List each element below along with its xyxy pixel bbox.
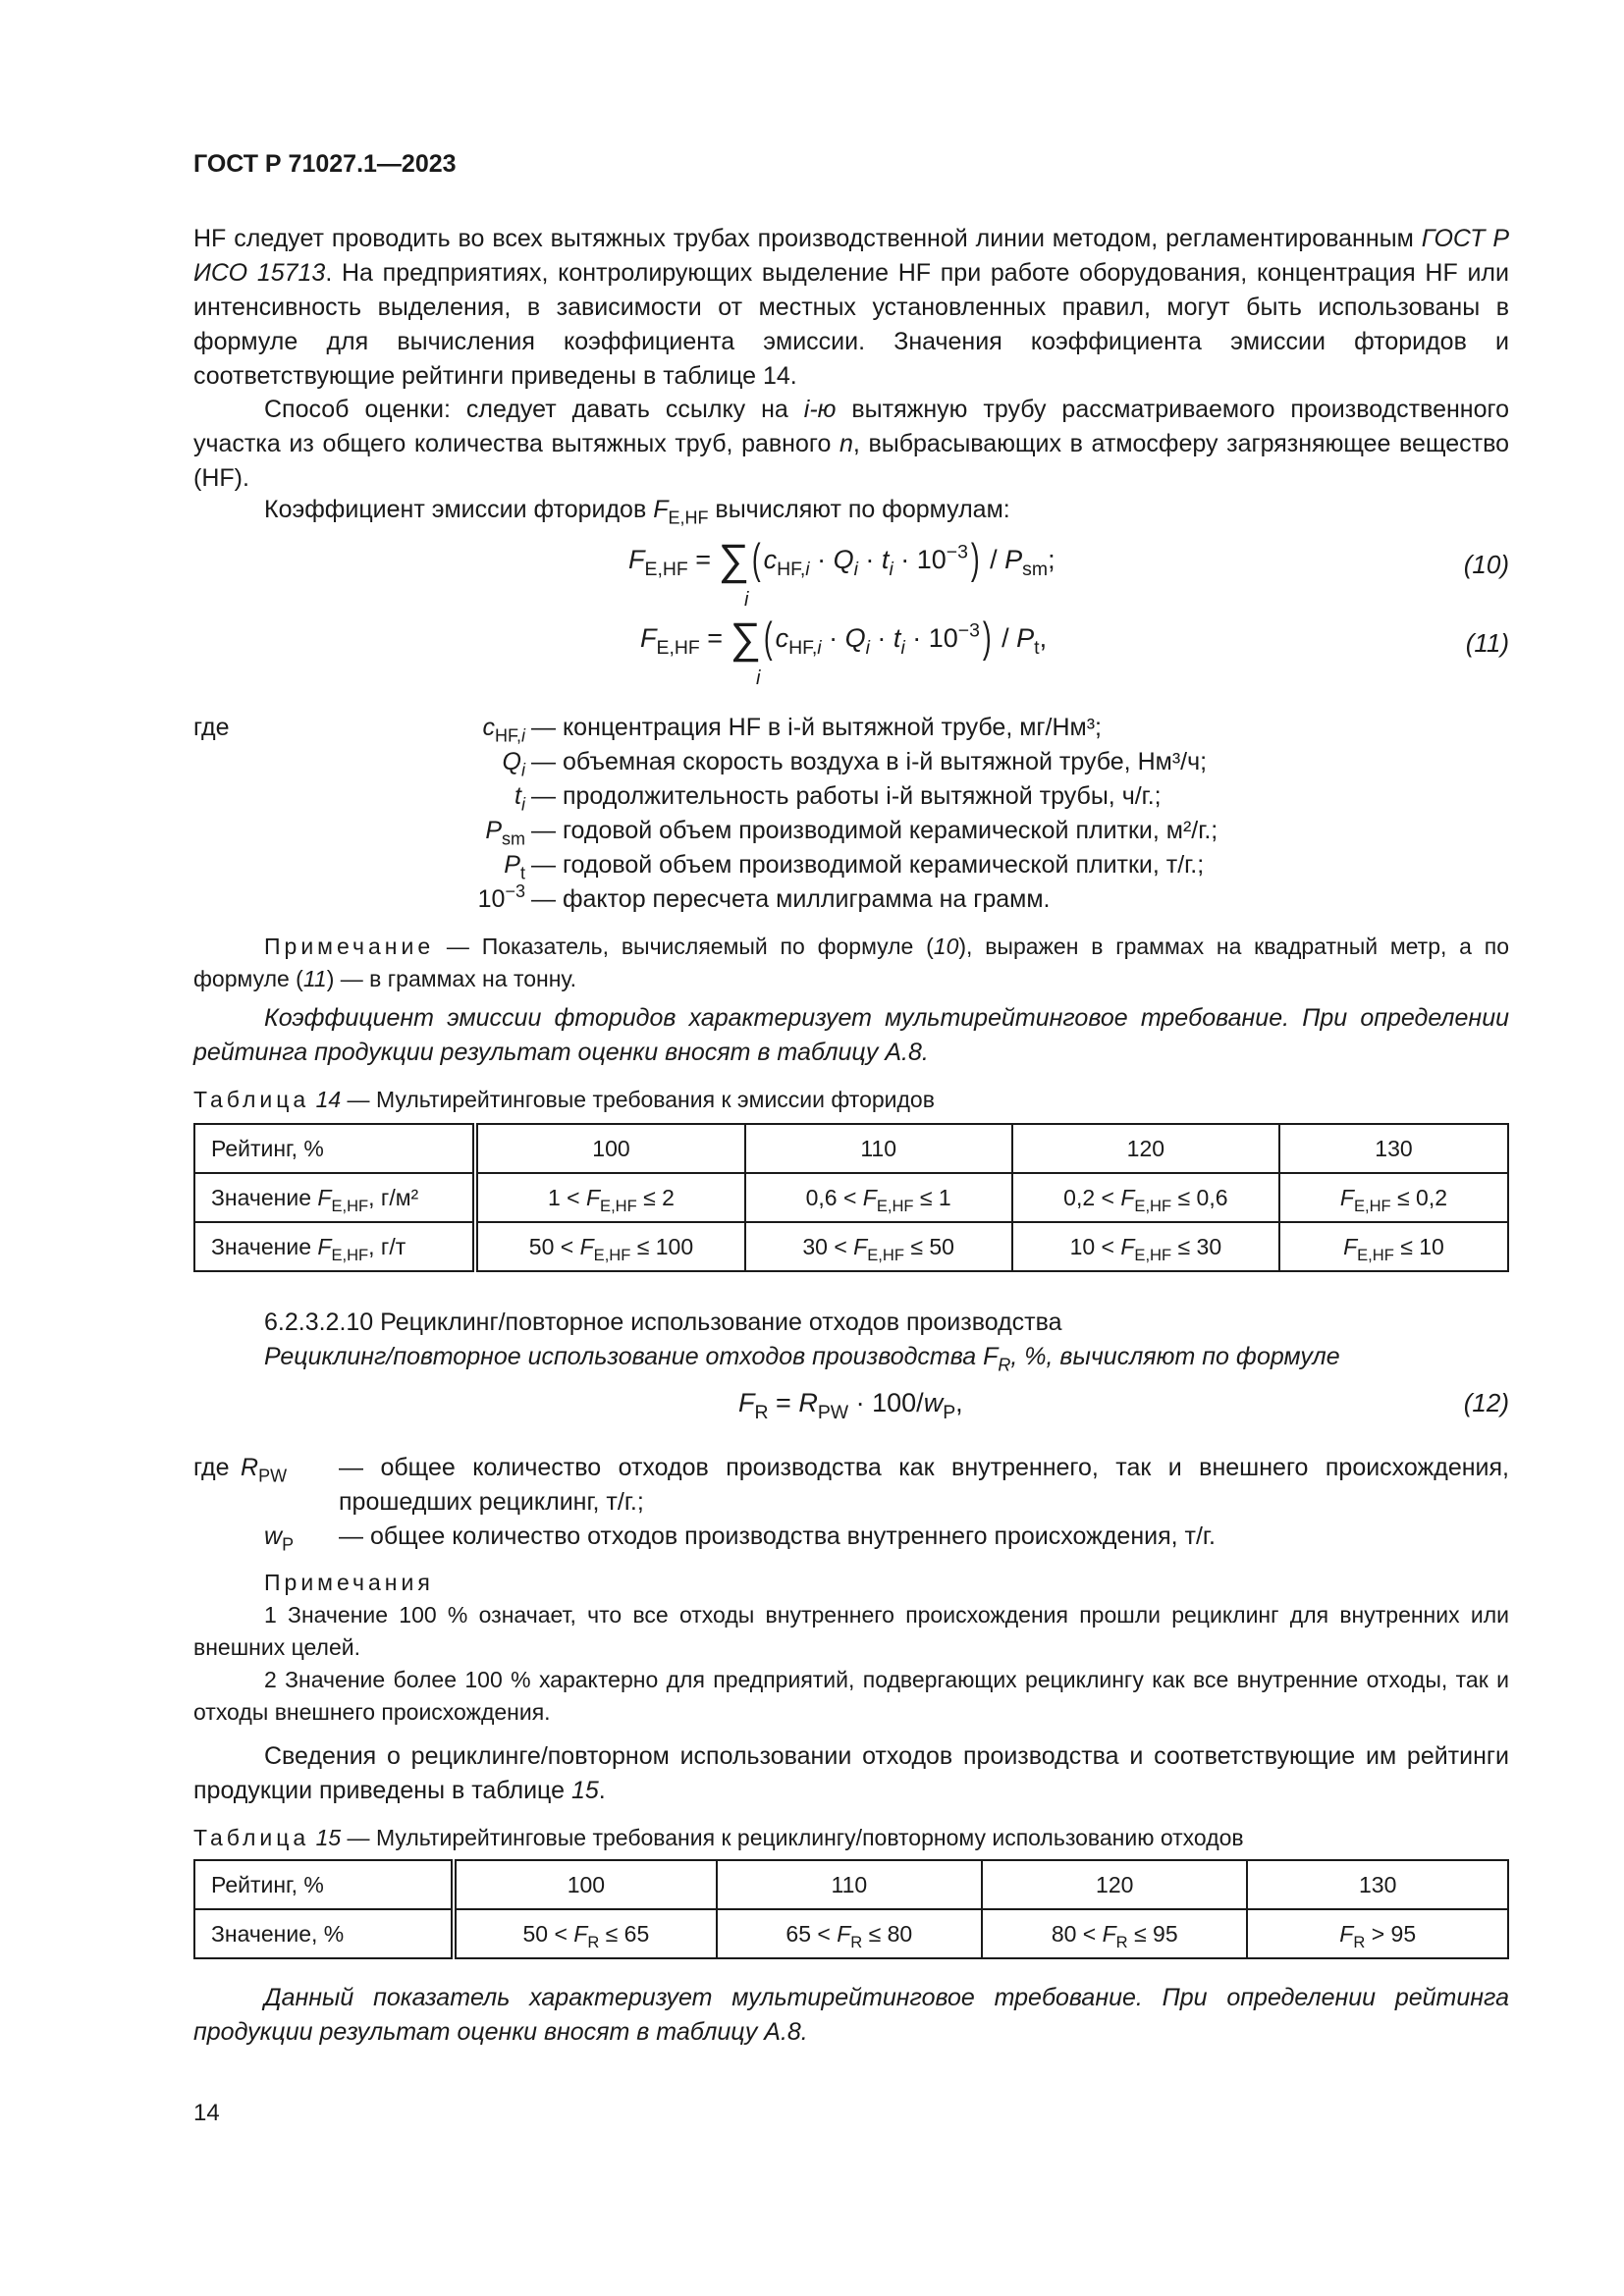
equation-number-12: (12) (1463, 1388, 1509, 1417)
table-row: Рейтинг, % 100 110 120 130 (194, 1860, 1508, 1909)
equation-number-10: (10) (1463, 550, 1509, 579)
note-2-item-2: 2 Значение более 100 % характерно для предприятий, подвергающих рециклингу как все внутренние отходы, так и отходы внешнего происхождения. (193, 1667, 1509, 1725)
table-row: Рейтинг, % 100 110 120 130 (194, 1124, 1508, 1173)
definition-row: $P_{sm}$ — годовой объем производимой керамической плитки, м²/г.; (485, 817, 1218, 849)
formula-11: $F_{E,HF}$ = ∑( $c_{HF,i} \cdot Q_i \cdot t_i \cdot 10^{-3}) / P_t$, (640, 614, 1048, 663)
formula-10: $F_{E,HF}$ = ∑( $c_{HF,i} \cdot Q_i \cdot t_i \cdot 10^{-3}) / P_{sm}$; (628, 535, 1056, 584)
table-14 (193, 1123, 1509, 1272)
table-15-caption: Таблица 15 — Мультирейтинговые требования к рециклингу/повторному использованию отходов (193, 1825, 1244, 1850)
section-italic-line: Рециклинг/повторное использование отходов производства $F_R$, %, вычисляют по формуле (264, 1343, 1340, 1375)
note-2-item-1: 1 Значение 100 % означает, что все отходы внутреннего происхождения прошли рециклинг для внутренних или внешних целей. (193, 1602, 1509, 1660)
table-row: Значение, % $50 < F_R \le 65$ $65 < F_R \le 80$ $80 < F_R \le 95$ $F_R > 95$ (194, 1909, 1508, 1958)
note-1: Примечание — Показатель, вычисляемый по формуле (10), выражен в граммах на квадратный метр, а по формуле (11) — в граммах на тонну. (193, 934, 1509, 991)
definition-row: где $c_{HF,i}$ — концентрация HF в i-й вытяжной трубе, мг/Нм³; (193, 714, 1102, 746)
table-15 (193, 1859, 1509, 1959)
notes-2-label: Примечания (264, 1570, 434, 1595)
definition-row: $P_t$ — годовой объем производимой керамической плитки, т/г.; (504, 851, 1205, 883)
definition-row: $t_i$ — продолжительность работы i-й вытяжной трубы, ч/г.; (514, 782, 1162, 815)
standard-reference: ГОСТ Р ИСО 15713 (193, 225, 1509, 287)
equation-number-11: (11) (1465, 628, 1509, 658)
definition-row: $10^{-3}$ — фактор пересчета миллиграмма на грамм. (477, 881, 1051, 913)
formula-12: $F_R = R_{PW} \cdot 100/w_P$, (738, 1388, 963, 1423)
paragraph-svedenia: Сведения о рециклинге/повторном использовании отходов производства и соответствующие им рейтинги продукции приведены в таблице 15. (193, 1742, 1509, 1804)
table-14-caption: Таблица 14 — Мультирейтинговые требования к эмиссии фторидов (193, 1087, 935, 1112)
italic-paragraph-2: Данный показатель характеризует мультирейтинговое требование. При определении рейтинга продукции результат оценки вносят в таблицу А.8. (193, 1984, 1509, 2046)
page-number: 14 (193, 2100, 220, 2126)
table-row: Значение $F_{E,HF}$, г/т $50 < F_{E,HF} \le 100$ $30 < F_{E,HF} \le 50$ $10 < F_{E,HF} \le 30$ $F_{E,HF} \le 10$ (194, 1222, 1508, 1271)
definition-row: $Q_i$ — объемная скорость воздуха в i-й вытяжной трубе, Нм³/ч; (502, 748, 1208, 780)
document-header: ГОСТ Р 71027.1—2023 (193, 150, 457, 178)
italic-paragraph-1: Коэффициент эмиссии фторидов характеризует мультирейтинговое требование. При определении рейтинга продукции результат оценки вносят в таблицу А.8. (193, 1004, 1509, 1066)
intro-paragraph-2: Способ оценки: следует давать ссылку на i-ю вытяжную трубу рассматриваемого производственного участка из общего количества вытяжных труб, равного n, выбрасывающих в атмосферу загрязняющее вещество (HF). (193, 396, 1509, 492)
intro-paragraph-1: HF следует проводить во всех вытяжных трубах производственной линии методом, регламентированным ГОСТ Р ИСО 15713. На предприятиях, контролирующих выделение HF при работе оборудования, концентрация HF или интенсивность выделения, в зависимости от местных установленных правил, могут быть использованы в формуле для вычисления коэффициента эмиссии. Значения коэффициента эмиссии фторидов и соответствующие рейтинги приведены в таблице 14. (193, 225, 1509, 390)
intro-paragraph-3: Коэффициент эмиссии фторидов $F_{E,HF}$ вычисляют по формулам: (264, 496, 1010, 528)
table-row: Значение $F_{E,HF}$, г/м² $1 < F_{E,HF} \le 2$ $0,6 < F_{E,HF} \le 1$ $0,2 < F_{E,HF} \le 0,6$ $F_{E,HF} \le 0,2$ (194, 1173, 1508, 1222)
section-heading: 6.2.3.2.10 Рециклинг/повторное использование отходов производства (264, 1308, 1062, 1336)
